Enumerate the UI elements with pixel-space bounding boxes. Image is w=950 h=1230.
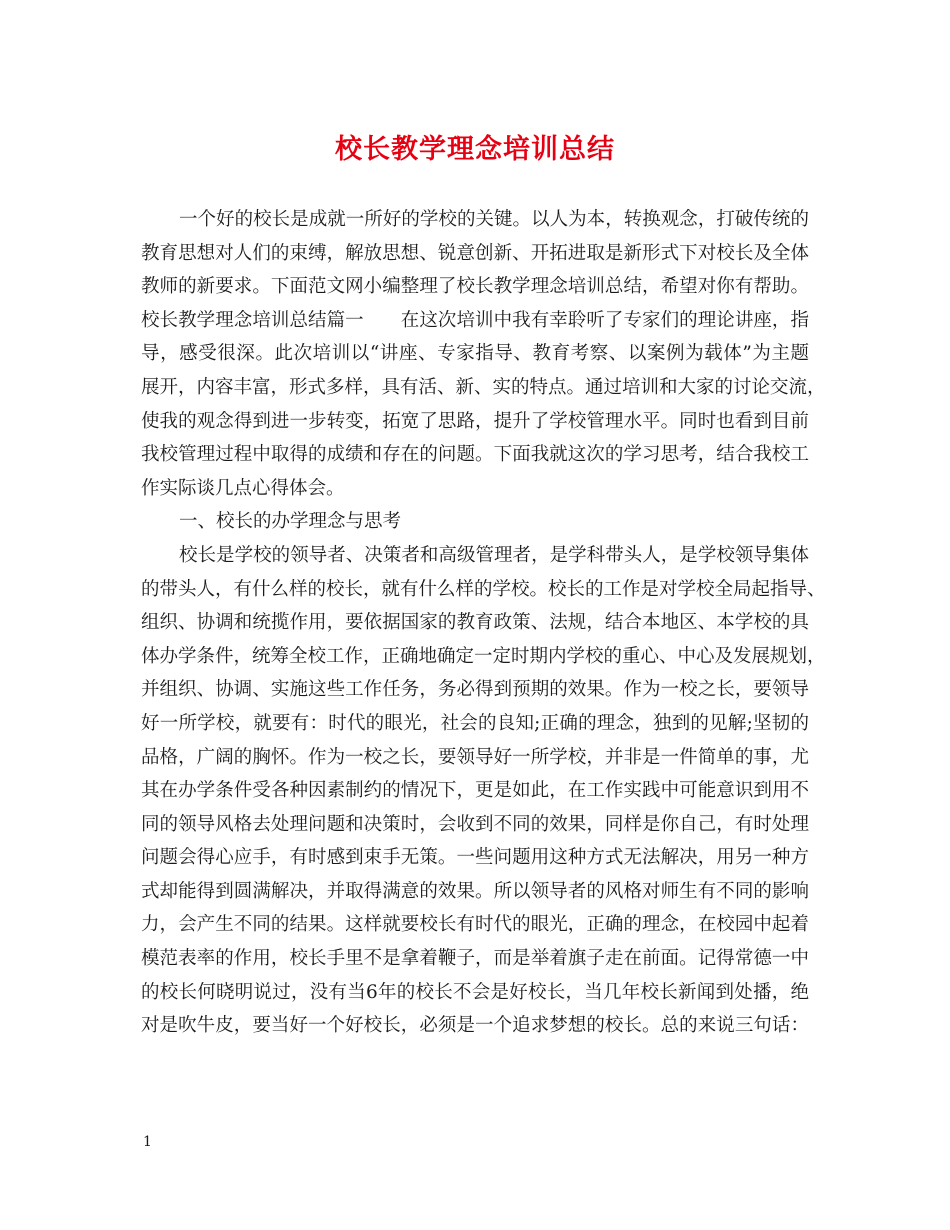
body-line: 问题会得心应手，有时感到束手无策。一些问题用这种方式无法解决，用另一种方 <box>141 847 809 869</box>
body-line: 模范表率的作用，校长手里不是拿着鞭子，而是举着旗子走在前面。记得常德一中 <box>141 948 809 970</box>
body-line: 品格，广阔的胸怀。作为一校之长，要领导好一所学校，并非是一件简单的事，尤 <box>141 746 809 768</box>
body-line: 作实际谈几点心得体会。 <box>141 477 345 499</box>
body-line: 组织、协调和统揽作用，要依据国家的教育政策、法规，结合本地区、本学校的具 <box>141 612 809 634</box>
body-line: 并组织、协调、实施这些工作任务，务必得到预期的效果。作为一校之长，要领导 <box>141 679 809 701</box>
body-line: 校长教学理念培训总结篇一 在这次培训中我有幸聆听了专家们的理论讲座，指 <box>141 309 809 331</box>
body-line: 校长是学校的领导者、决策者和高级管理者，是学科带头人，是学校领导集体 <box>179 544 809 566</box>
body-line: 教师的新要求。下面范文网小编整理了校长教学理念培训总结，希望对你有帮助。 <box>141 276 809 298</box>
body-line: 同的领导风格去处理问题和决策时，会收到不同的效果，同样是你自己，有时处理 <box>141 813 809 835</box>
body-line: 的带头人，有什么样的校长，就有什么样的学校。校长的工作是对学校全局起指导、 <box>141 578 826 600</box>
body-line: 展开，内容丰富，形式多样，具有活、新、实的特点。通过培训和大家的讨论交流， <box>141 376 826 398</box>
body-line: 教育思想对人们的束缚，解放思想、锐意创新、开拓进取是新形式下对校长及全体 <box>141 242 809 264</box>
document-body <box>141 203 826 1043</box>
body-line: 一个好的校长是成就一所好的学校的关键。以人为本，转换观念，打破传统的 <box>179 209 809 230</box>
body-line: 其在办学条件受各种因素制约的情况下，更是如此，在工作实践中可能意识到用不 <box>141 780 809 802</box>
body-line: 体办学条件，统筹全校工作，正确地确定一定时期内学校的重心、中心及发展规划， <box>141 645 826 667</box>
document-title: 校长教学理念培训总结 <box>335 134 615 165</box>
body-line: 使我的观念得到进一步转变，拓宽了思路，提升了学校管理水平。同时也看到目前 <box>141 410 809 432</box>
body-line: 我校管理过程中取得的成绩和存在的问题。下面我就这次的学习思考，结合我校工 <box>141 444 809 466</box>
body-line: 力，会产生不同的结果。这样就要校长有时代的眼光，正确的理念，在校园中起着 <box>141 914 809 936</box>
body-line: 式却能得到圆满解决，并取得满意的效果。所以领导者的风格对师生有不同的影响 <box>141 880 809 902</box>
body-line: 好一所学校，就要有：时代的眼光，社会的良知;正确的理念，独到的见解;坚韧的 <box>141 712 809 734</box>
body-line: 对是吹牛皮，要当好一个好校长，必须是一个追求梦想的校长。总的来说三句话： <box>141 1015 809 1037</box>
body-line: 导，感受很深。此次培训以“讲座、专家指导、教育考察、以案例为载体”为主题 <box>141 343 809 365</box>
page-number: 1 <box>143 1134 152 1150</box>
section-heading: 一、校长的办学理念与思考 <box>179 511 402 533</box>
body-line: 的校长何晓明说过，没有当6年的校长不会是好校长，当几年校长新闻到处播，绝 <box>141 981 809 1003</box>
